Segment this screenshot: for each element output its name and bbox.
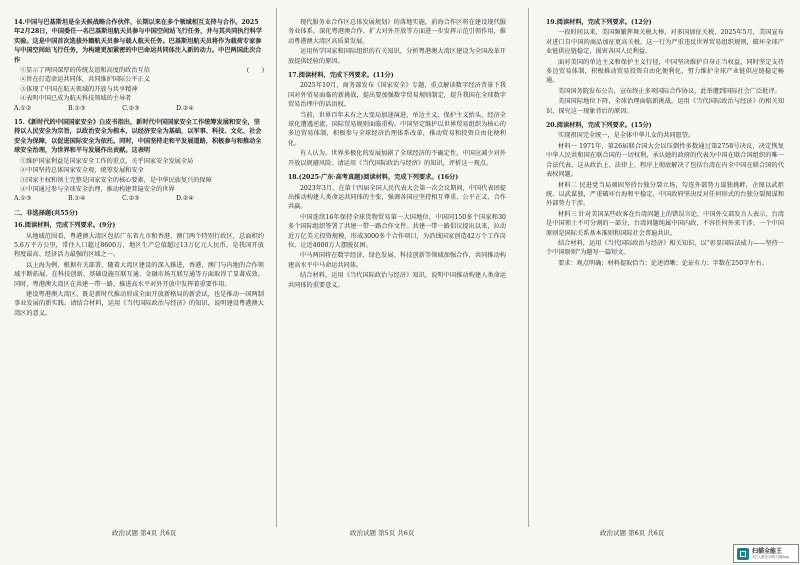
page-footer-6: 政治试题 第6页 共6页 [600, 529, 665, 537]
question-title: 17.阅读材料，完成下列要求。(11分) [288, 72, 394, 80]
material-paragraph: 一段时间以来，美国频繁挥舞关税大棒，对多国加征关税，2025年5月，美国宣布对进口自中国的商品加征更高关税，这一行为严重违反世界贸易组织规则，破坏全球产业链供应链稳定，损害各国人民利益。 [546, 29, 784, 56]
answer-choice: D.②④ [176, 104, 194, 112]
statement-option: ④中国通过参与全球安全治理，推动构建普遍安全的世界 [20, 185, 175, 193]
material-paragraph: 材料三 针对美国某些政客在台湾问题上的错误言论，中国外交部发言人表示，台湾是中国领土不可分割的一部分，台湾问题纯属中国内政，不容任何外来干涉。一个中国原则是国际关系基本准则和国际社会普遍共识。 [546, 210, 784, 237]
question-title: 19.阅读材料，完成下列要求。(12分) [546, 19, 652, 26]
question-block [14, 18, 264, 113]
material-paragraph: 2023年3月，在第十四届全国人民代表大会第一次会议期间，中国代表团提出推动构建人类命运共同体的主张，强调各国应坚持相互尊重、公平正义、合作共赢。 [288, 184, 506, 211]
material-paragraph: 结合材料，运用《当代国际政治与经济》相关知识，以“彰显国际法威力——坚持一个中国原则”为题写一篇短文。 [546, 239, 784, 257]
statement-option: ①维护国家利益是国家安全工作的重点，关乎国家安全发展全局 [20, 157, 194, 165]
statement-option: ④表明中国已成为航天科技领域的主导者 [20, 95, 132, 103]
question-title: 16.阅读材料，完成下列要求。(9分) [14, 222, 116, 230]
answer-choice: B.①③ [68, 104, 86, 112]
material-paragraph: 2025年10月，商务部发布《国家安全》专题，重点解读数字经济背景下我国对外贸易面临的新挑战，提出要加强数字贸易规则制定，提升我国在全球数字贸易治理中的话语权。 [288, 82, 506, 109]
answer-paren: ( ) [246, 67, 264, 75]
question-title: 18.(2025·广东·高考真题)阅读材料，完成下列要求。(16分) [288, 174, 459, 182]
material-paragraph: 美国国际地位下降，全球治理面临新挑战。运用《当代国际政治与经济》的相关知识，探究这一现象背后的原因。 [546, 98, 784, 115]
material-paragraph: 实现祖国完全统一，是全体中华儿女的共同愿望。 [558, 132, 695, 140]
column-divider [528, 8, 529, 527]
page-column-4 [14, 18, 264, 527]
column-divider [276, 8, 277, 527]
material-paragraph: 中马两国将在数字经济、绿色发展、科技创新等领域加强合作，共同推动构建高水平中马命运共同体。 [288, 252, 506, 269]
question-block [14, 221, 264, 318]
answer-choice: B.①④ [68, 195, 86, 203]
scanner-tagline: 3亿人都在用的扫描App [752, 554, 790, 559]
material-paragraph: 面对美国的单边主义和保护主义行径，中国坚决维护自身正当权益，同时坚定支持多边贸易体制，积极推动贸易投资自由化便利化，努力维护全球产业链供应链稳定畅通。 [546, 58, 784, 85]
statement-option: ①显示了两国深厚的传统友谊和高度的政治互信 [20, 67, 150, 75]
material-paragraph: 当前，世界百年未有之大变局加速演进，单边主义、保护主义抬头，经济全球化遭遇逆流，国际贸易规则面临重构。中国坚定维护以世界贸易组织为核心的多边贸易体制，积极参与全球经济治理体系改革，推动贸易和投资自由化便利化。 [288, 111, 506, 147]
question-block [288, 173, 506, 290]
material-paragraph: 美国国务院发布公告，宣布终止多项国际合作协议，此举遭到国际社会广泛批评。 [558, 87, 781, 95]
question-block [546, 18, 784, 116]
page-column-5 [288, 18, 506, 527]
material-paragraph: 现代服务业合作区总体发展规划》的落地实施，前海合作区将在建设现代服务业体系、深化粤港澳合作、扩大对外开放等方面进一步发挥示范引领作用，推动粤港澳大湾区高质量发展。 [288, 19, 506, 45]
scanner-logo-icon [737, 548, 749, 560]
material-paragraph: 从地域范围看，粤港澳大湾区包括广东省九市和香港、澳门两个特别行政区，总面积约5.6万平方公里，常住人口超过8600万，地区生产总值超过13万亿元人民币，是我国开放程度最高、经济活力最强的区域之一。 [14, 232, 264, 259]
question-block [288, 18, 506, 66]
material-paragraph: 材料一 1971年，第26届联合国大会以压倒性多数通过第2758号决议，决定恢复中华人民共和国在联合国的一切权利，承认她的政府的代表为中国在联合国组织的唯一合法代表。这从政治上、法律上、程序上彻底解决了包括台湾在内全中国在联合国的代表权问题。 [546, 142, 784, 179]
statement-option: ③国家主权和领土完整是国家安全的核心要素，是中华民族复兴的保障 [20, 176, 212, 184]
answer-choice: D.②④ [176, 195, 194, 203]
material-paragraph: 材料二 民进党当局顽固坚持台独分裂立场，勾连外部势力谋独挑衅，企图以武拒统、以武谋独，严重破坏台海和平稳定。中国政府坚决反对任何形式的台独分裂图谋和外部势力干涉。 [546, 181, 784, 208]
material-paragraph: 结合材料，运用《当代国际政治与经济》知识，说明中国推动构建人类命运共同体的重要意义。 [288, 272, 506, 289]
page-footer-5: 政治试题 第5页 共6页 [350, 529, 415, 537]
question-title: 15.《新时代的中国国家安全》白皮书指出，新时代中国国家安全工作统筹发展和安全，坚持以人民安全为宗旨，以政治安全为根本，以经济安全为基础，以军事、科技、文化、社会安全为保障，以促进国际安全为依托。同时，中国坚持走和平发展道路，积极参与和推动全球安全治理，为世界和平与发展作出贡献。这表明 [14, 119, 262, 155]
scanner-app-name: 扫描全能王 [752, 547, 783, 555]
answer-choice: C.②③ [122, 195, 140, 203]
material-paragraph: 要求：观点明确；材料提取恰当；论述清晰；论证有力；字数在250字左右。 [558, 259, 768, 267]
statement-option: ②旨在打造命运共同体，共同维护国际公平正义 [20, 76, 150, 84]
question-title: 14.中国与巴基斯坦是全天候战略合作伙伴，长期以来在多个领域相互支持与合作。2025年2月28日，中国委任一名巴基斯坦航天员参与中国空间站飞行任务，并与其共同执行科学实验。这是中国首次选拔外籍航天员参与载人航天任务。巴基斯坦航天员将作为载荷专家参与中国空间站飞行任务，为构建更加紧密的中巴命运共同体注入新的动力。中巴两国此次合作 [14, 19, 263, 64]
material-paragraph: 有人认为，世界多极化的发展加剧了全球经济的不确定性，中国应减少对外开放以规避风险。请运用《当代国际政治与经济》的知识，评析这一观点。 [288, 150, 506, 167]
material-paragraph: 以上海为例，根据有关部署，随着大湾区建设的深入推进，香港、澳门与内地的合作领域不断拓展，在科技创新、基础设施互联互通、金融市场互联互通等方面取得了显著成效。同时，粤港澳大湾区在共建一带一路、推进高水平对外开放中发挥着重要作用。 [14, 261, 264, 288]
answer-choices [14, 194, 264, 203]
statement-option: ③体现了中国在航天领域的开放与共享精神 [20, 85, 138, 93]
question-block [288, 71, 506, 168]
statement-option: ②中国坚持总体国家安全观，统筹发展和安全 [20, 167, 144, 175]
material-paragraph: 建设粤港澳大湾区，既是新时代推动形成全面开放新格局的新尝试，也是推动一国两制事业发展的新实践。请结合材料，运用《当代国际政治与经济》的知识，说明建设粤港澳大湾区的意义。 [14, 290, 264, 317]
question-block [546, 121, 784, 268]
question-block [14, 118, 264, 204]
answer-choice: C.②③ [122, 104, 140, 112]
answer-choices [14, 104, 264, 113]
question-title: 20.阅读材料，完成下列要求。(15分) [546, 122, 652, 130]
answer-choice: A.①③ [14, 195, 32, 203]
section-heading: 二、非选择题(共55分) [14, 209, 78, 217]
page-footer-4: 政治试题 第4页 共6页 [112, 529, 177, 537]
answer-choice: A.①② [14, 104, 32, 112]
material-paragraph: 运用所学国家和国际组织的有关知识，分析粤港澳大湾区建设为全国改革开放提供经验的原因。 [288, 48, 506, 65]
scanner-watermark [733, 544, 799, 563]
material-paragraph: 中国连续16年保持全球货物贸易第一大国地位，中国同150多个国家和30多个国际组织签署了共建一带一路合作文件。共建一带一路倡议提出以来，拉动近万亿美元投资规模，形成3000多个合作项目，为沿线国家创造42万个工作岗位，让近4000万人摆脱贫困。 [288, 213, 506, 249]
page-column-6 [546, 18, 784, 527]
